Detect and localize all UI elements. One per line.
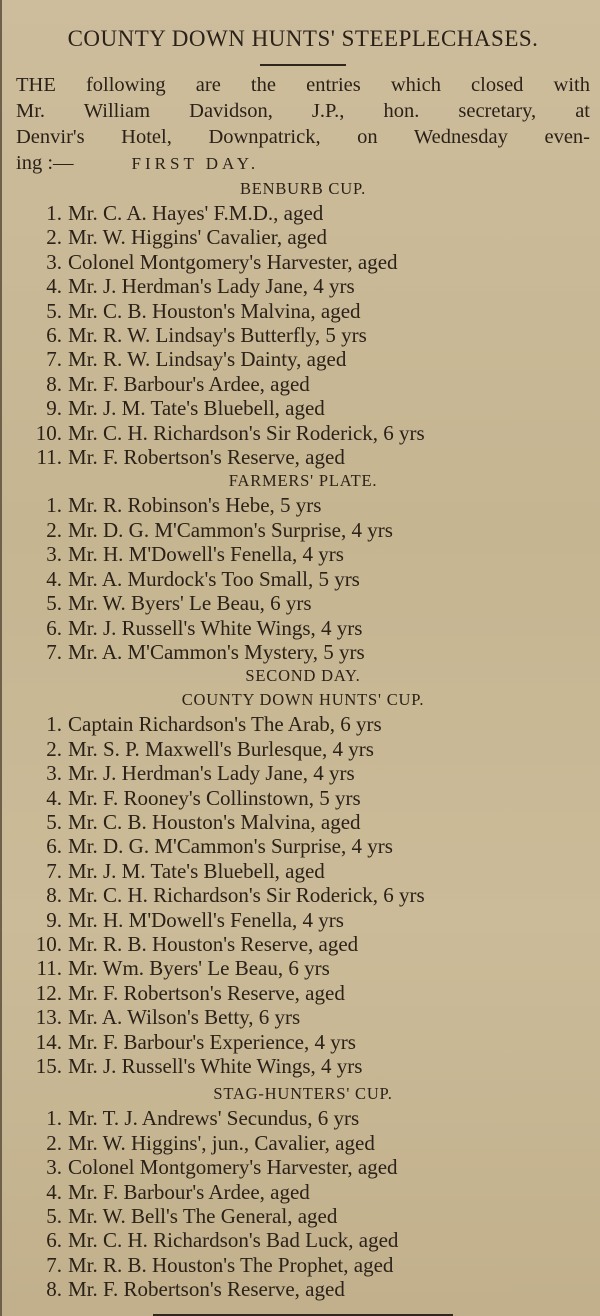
- entry-number: 2.: [46, 225, 62, 250]
- entry-number: 10.: [35, 420, 62, 445]
- intro-line: Denvir's Hotel, Downpatrick, on Wednesday even-: [16, 126, 590, 148]
- entry-row: [16, 493, 590, 517]
- entry-text: Mr. D. G. M'Cammon's Surprise, 4 yrs: [68, 834, 393, 859]
- entry-number: 7.: [46, 347, 62, 372]
- entry-text: Mr. F. Barbour's Ardee, aged: [68, 371, 310, 396]
- entry-text: Mr. F. Barbour's Experience, 4 yrs: [68, 1029, 356, 1054]
- entry-row: [16, 1155, 590, 1179]
- entry-row: [16, 567, 590, 591]
- entry-number: 3.: [46, 542, 62, 567]
- entry-number: 5.: [46, 298, 62, 323]
- entry-number: 1.: [46, 493, 62, 518]
- entry-row: [16, 834, 590, 858]
- entry-row: [16, 981, 590, 1005]
- entry-number: 5.: [46, 809, 62, 834]
- entry-number: 15.: [35, 1054, 62, 1078]
- entry-text: Mr. R. B. Houston's The Prophet, aged: [68, 1252, 394, 1277]
- entry-number: 7.: [46, 639, 62, 664]
- entry-text: Mr. J. Russell's White Wings, 4 yrs: [68, 615, 363, 640]
- entry-row: [16, 591, 590, 615]
- entry-number: 2.: [46, 517, 62, 542]
- entry-number: 8.: [46, 883, 62, 908]
- entry-number: 8.: [46, 371, 62, 396]
- entry-row: [16, 201, 590, 225]
- entry-text: Mr. C. H. Richardson's Bad Luck, aged: [68, 1228, 399, 1253]
- entry-text: Mr. C. B. Houston's Malvina, aged: [68, 298, 361, 323]
- entry-text: Mr. R. B. Houston's Reserve, aged: [68, 931, 359, 956]
- entry-text: Mr. J. M. Tate's Bluebell, aged: [68, 396, 325, 421]
- entry-text: Mr. C. H. Richardson's Sir Roderick, 6 yrs: [68, 883, 425, 908]
- entry-number: 1.: [46, 712, 62, 737]
- entry-number: 6.: [46, 323, 62, 348]
- entry-row: [16, 932, 590, 956]
- entry-number: 13.: [35, 1005, 62, 1030]
- entry-number: 3.: [46, 761, 62, 786]
- entry-row: [16, 372, 590, 396]
- entry-number: 5.: [46, 591, 62, 616]
- entry-text: Mr. A. Murdock's Too Small, 5 yrs: [68, 566, 360, 591]
- entry-text: Mr. R. Robinson's Hebe, 5 yrs: [68, 493, 322, 518]
- headline: COUNTY DOWN HUNTS' STEEPLECHASES.: [67, 26, 539, 51]
- second-day-heading: SECOND DAY.: [245, 666, 361, 686]
- entry-text: Mr. R. W. Lindsay's Dainty, aged: [68, 347, 347, 372]
- entry-text: Mr. F. Robertson's Reserve, aged: [68, 1277, 345, 1302]
- entry-text: Mr. C. H. Richardson's Sir Roderick, 6 yrs: [68, 420, 425, 445]
- entry-row: [16, 518, 590, 542]
- entry-row: [16, 1131, 590, 1155]
- entry-row: [16, 274, 590, 298]
- entry-text: Mr. A. M'Cammon's Mystery, 5 yrs: [68, 639, 365, 664]
- entry-text: Captain Richardson's The Arab, 6 yrs: [68, 712, 382, 737]
- entry-text: Mr. F. Robertson's Reserve, aged: [68, 445, 345, 470]
- entry-text: Mr. Wm. Byers' Le Beau, 6 yrs: [68, 956, 330, 981]
- entry-row: [16, 908, 590, 932]
- entry-number: 7.: [46, 858, 62, 883]
- bottom-rule: [153, 1314, 453, 1316]
- entry-number: 1.: [46, 1106, 62, 1131]
- entry-row: [16, 1106, 590, 1130]
- entry-row: [16, 1005, 590, 1029]
- entry-number: 6.: [46, 834, 62, 859]
- entry-text: Mr. J. Herdman's Lady Jane, 4 yrs: [68, 761, 355, 786]
- entry-number: 6.: [46, 615, 62, 640]
- entry-row: [16, 396, 590, 420]
- entry-row: [16, 712, 590, 736]
- entry-row: [16, 347, 590, 371]
- entry-text: Mr. F. Barbour's Ardee, aged: [68, 1179, 310, 1204]
- entry-text: Mr. J. Herdman's Lady Jane, 4 yrs: [68, 274, 355, 299]
- first-day-heading: FIRST DAY.: [131, 154, 260, 173]
- entry-text: Colonel Montgomery's Harvester, aged: [68, 1155, 398, 1180]
- entry-row: [16, 1228, 590, 1252]
- entry-number: 2.: [46, 1130, 62, 1155]
- entry-text: Colonel Montgomery's Harvester, aged: [68, 249, 398, 274]
- entry-number: 4.: [46, 1179, 62, 1204]
- race-title-stag: STAG-HUNTERS' CUP.: [213, 1084, 393, 1104]
- entry-row: [16, 250, 590, 274]
- intro-paragraph: [16, 72, 590, 177]
- entry-text: Mr. J. M. Tate's Bluebell, aged: [68, 858, 325, 883]
- entry-number: 9.: [46, 396, 62, 421]
- entry-number: 11.: [36, 445, 62, 470]
- entry-row: [16, 616, 590, 640]
- entry-text: Mr. F. Rooney's Collinstown, 5 yrs: [68, 785, 361, 810]
- entry-list: [16, 1106, 590, 1301]
- entry-row: [16, 956, 590, 980]
- entry-row: [16, 299, 590, 323]
- entry-number: 1.: [46, 201, 62, 225]
- entry-text: Mr. H. M'Dowell's Fenella, 4 yrs: [68, 907, 344, 932]
- entry-text: Mr. F. Robertson's Reserve, aged: [68, 980, 345, 1005]
- entry-number: 4.: [46, 785, 62, 810]
- entry-text: Mr. S. P. Maxwell's Burlesque, 4 yrs: [68, 736, 374, 761]
- entry-text: Mr. W. Higgins', jun., Cavalier, aged: [68, 1130, 375, 1155]
- entry-row: [16, 1277, 590, 1301]
- entry-number: 10.: [35, 931, 62, 956]
- race-title-county-down: COUNTY DOWN HUNTS' CUP.: [181, 690, 425, 710]
- race-title-benburb: BENBURB CUP.: [239, 179, 367, 198]
- entry-text: Mr. C. A. Hayes' F.M.D., aged: [68, 201, 324, 225]
- entry-row: [16, 859, 590, 883]
- entry-row: [16, 1204, 590, 1228]
- entry-number: 6.: [46, 1228, 62, 1253]
- entry-row: [16, 640, 590, 664]
- entry-text: Mr. R. W. Lindsay's Butterfly, 5 yrs: [68, 323, 367, 348]
- entry-row: [16, 1030, 590, 1054]
- intro-line: THE following are the entries which closed with: [16, 74, 590, 96]
- entry-number: 9.: [46, 907, 62, 932]
- entry-row: [16, 761, 590, 785]
- entry-text: Mr. W. Higgins' Cavalier, aged: [68, 225, 327, 250]
- race-title-farmers: FARMERS' PLATE.: [228, 471, 378, 491]
- entry-number: 12.: [35, 980, 62, 1005]
- intro-line: Mr. William Davidson, J.P., hon. secretary, at: [16, 100, 590, 122]
- entry-text: Mr. W. Bell's The General, aged: [68, 1204, 338, 1229]
- entry-text: Mr. H. M'Dowell's Fenella, 4 yrs: [68, 542, 344, 567]
- entry-list: [16, 201, 590, 469]
- entry-text: Mr. A. Wilson's Betty, 6 yrs: [68, 1005, 301, 1030]
- entry-number: 14.: [35, 1029, 62, 1054]
- entry-number: 11.: [36, 956, 62, 981]
- headline-rule: [260, 64, 346, 66]
- entry-row: [16, 883, 590, 907]
- entry-row: [16, 225, 590, 249]
- entry-number: 3.: [46, 249, 62, 274]
- entry-row: [16, 445, 590, 469]
- entry-list: [16, 712, 590, 1078]
- entry-number: 8.: [46, 1277, 62, 1302]
- entry-row: [16, 1253, 590, 1277]
- entry-row: [16, 810, 590, 834]
- intro-line: ing :—: [16, 152, 74, 174]
- entry-row: [16, 542, 590, 566]
- entry-number: 5.: [46, 1204, 62, 1229]
- entry-list: [16, 493, 590, 664]
- entry-row: [16, 1180, 590, 1204]
- entry-text: Mr. J. Russell's White Wings, 4 yrs: [68, 1054, 363, 1078]
- entry-text: Mr. D. G. M'Cammon's Surprise, 4 yrs: [68, 517, 393, 542]
- entry-text: Mr. T. J. Andrews' Secundus, 6 yrs: [68, 1106, 360, 1131]
- entry-row: [16, 737, 590, 761]
- entry-row: [16, 323, 590, 347]
- entry-number: 4.: [46, 274, 62, 299]
- entry-row: [16, 1054, 590, 1078]
- entry-row: [16, 786, 590, 810]
- entry-text: Mr. C. B. Houston's Malvina, aged: [68, 809, 361, 834]
- entry-number: 4.: [46, 566, 62, 591]
- entry-number: 3.: [46, 1155, 62, 1180]
- entry-number: 7.: [46, 1252, 62, 1277]
- intro-last-line: [16, 150, 590, 177]
- entry-text: Mr. W. Byers' Le Beau, 6 yrs: [68, 591, 312, 616]
- entry-row: [16, 421, 590, 445]
- entry-number: 2.: [46, 736, 62, 761]
